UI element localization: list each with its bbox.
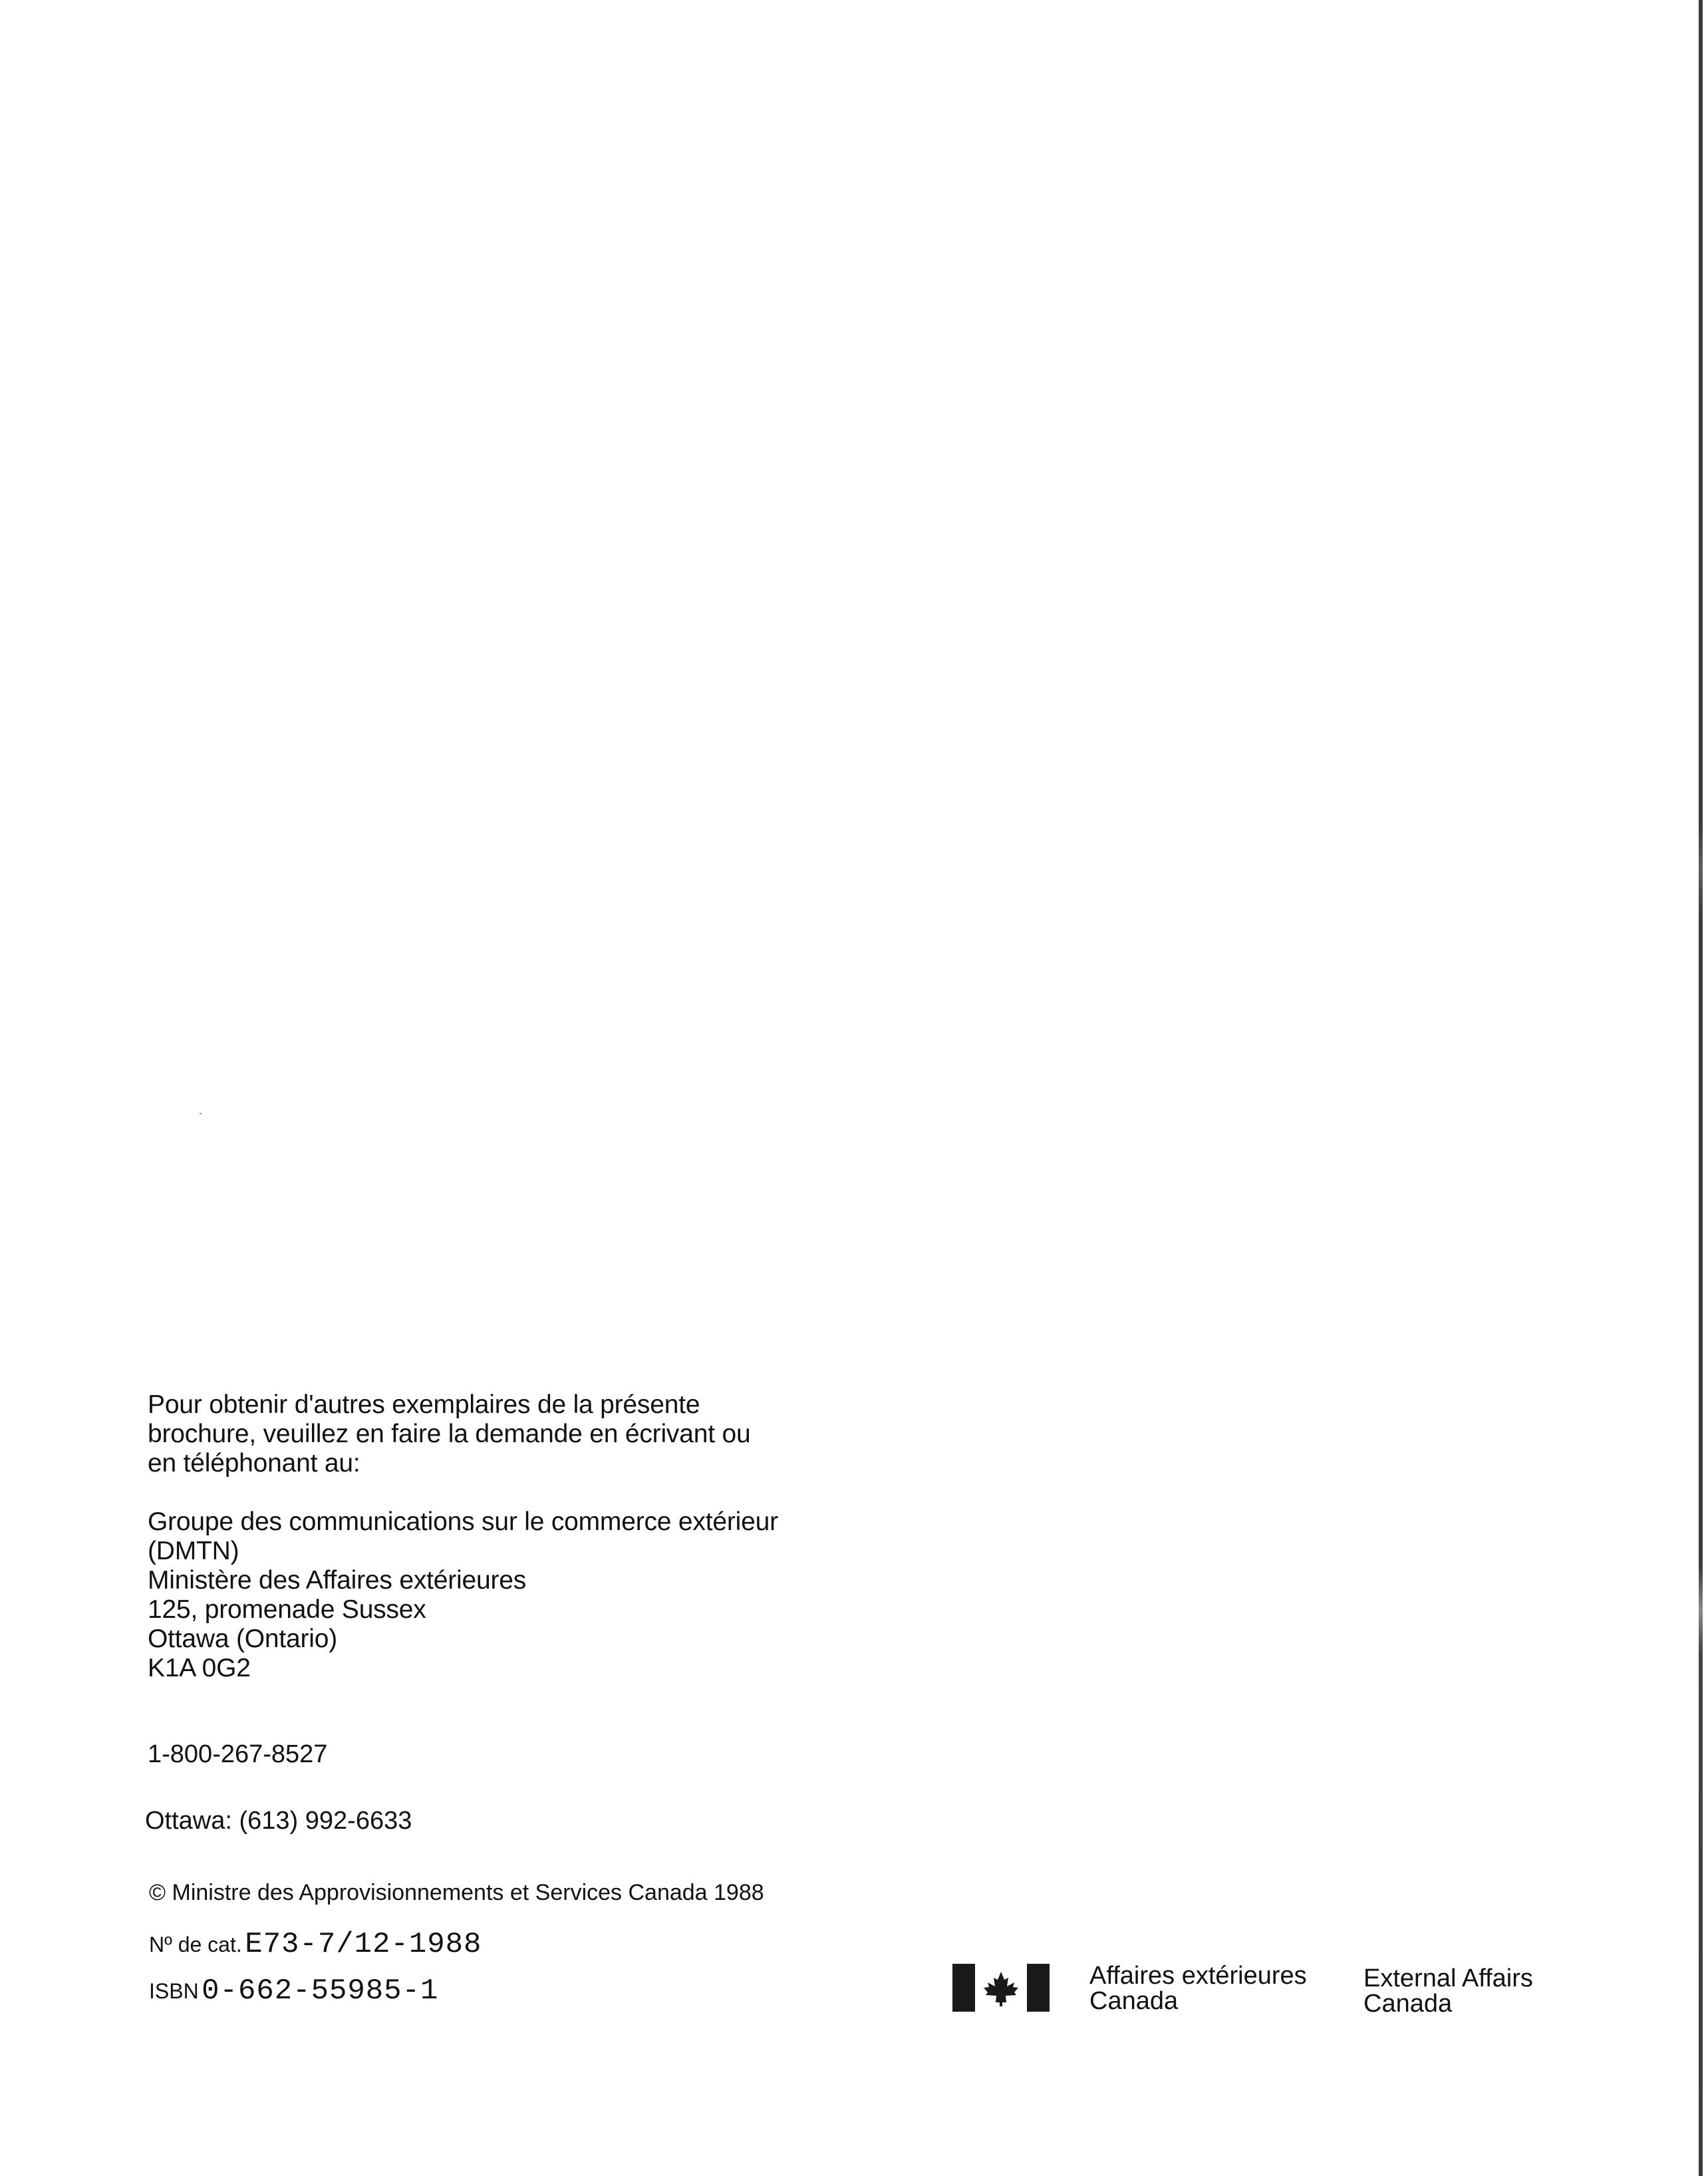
intro-paragraph [148, 1390, 879, 1478]
scan-page-edge [1699, 0, 1703, 2176]
address-line: Ministère des Affaires extérieures [148, 1566, 527, 1595]
maple-leaf-icon [984, 1972, 1018, 2006]
department-line: Canada [1363, 1990, 1453, 2018]
intro-line: Pour obtenir d'autres exemplaires de la présente [148, 1390, 700, 1419]
isbn-label: ISBN [149, 1979, 199, 2003]
toll-free-phone: 1-800-267-8527 [148, 1740, 328, 1768]
department-name-english [1363, 1966, 1533, 2016]
address-line: Ottawa (Ontario) [148, 1625, 338, 1653]
intro-line: brochure, veuillez en faire la demande en écrivant ou [148, 1420, 751, 1448]
mailing-address [148, 1507, 879, 1683]
catalog-number [149, 1928, 482, 1961]
canadian-flag-maple-leaf-icon [952, 1962, 1051, 2013]
scan-speck [200, 1113, 202, 1114]
address-line: K1A 0G2 [148, 1654, 251, 1682]
intro-line: en téléphonant au: [148, 1449, 360, 1477]
copyright-notice: © Ministre des Approvisionnements et Services Canada 1988 [149, 1880, 764, 1905]
catalog-label: Nº de cat. [149, 1933, 242, 1956]
isbn-number [149, 1974, 438, 2008]
flag-left-bar [952, 1964, 975, 2012]
request-instructions [148, 1390, 879, 1683]
department-line: Affaires extérieures [1089, 1962, 1307, 1990]
address-line: (DMTN) [148, 1537, 239, 1565]
department-line: External Affairs [1363, 1964, 1533, 1992]
department-line: Canada [1089, 1987, 1179, 2015]
ottawa-phone: Ottawa: (613) 992-6633 [145, 1807, 412, 1835]
department-name-french [1089, 1963, 1307, 2014]
address-line: 125, promenade Sussex [148, 1595, 426, 1624]
isbn-value: 0-662-55985-1 [202, 1974, 439, 2008]
flag-right-bar [1027, 1964, 1050, 2012]
address-line: Groupe des communications sur le commerce extérieur [148, 1507, 778, 1536]
catalog-value: E73-7/12-1988 [245, 1928, 482, 1961]
